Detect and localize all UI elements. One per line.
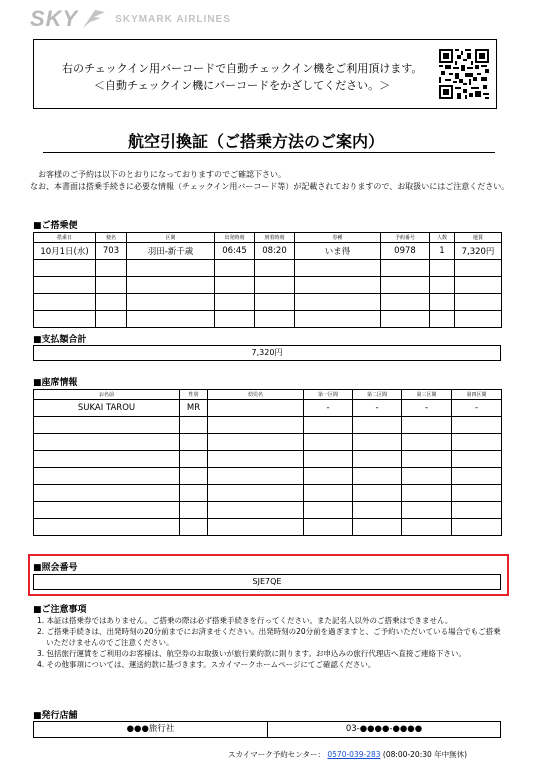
- seats-column-header: お名前: [34, 390, 180, 400]
- table-cell: [430, 277, 455, 294]
- table-cell: -: [452, 400, 502, 417]
- table-cell: [215, 311, 255, 328]
- qr-code-icon: [439, 48, 489, 100]
- agency-name: ●●●旅行社: [34, 722, 268, 737]
- table-cell: [127, 311, 215, 328]
- table-row: [34, 468, 502, 485]
- table-cell: [304, 434, 353, 451]
- table-row: [34, 519, 502, 536]
- document-title: 航空引換証（ご搭乗方法のご案内）: [128, 132, 385, 151]
- table-cell: [402, 468, 452, 485]
- table-cell: [215, 277, 255, 294]
- note-item: 2. ご搭乗手続きは、出発時刻の20分前までにお済ませください。出発時刻の20分前を過ぎますと、ご予約いただいている場合でもご搭乗いただけませんのでご注意ください。: [37, 627, 501, 647]
- checkin-instruction-sub: ＜自動チェックイン機にバーコードをかざしてください。＞: [94, 79, 391, 92]
- table-cell: [452, 485, 502, 502]
- table-cell: [304, 451, 353, 468]
- table-cell: [353, 451, 402, 468]
- agency-heading: ■発行店舗: [33, 711, 78, 721]
- footer-label: スカイマーク予約センター：: [228, 750, 325, 759]
- table-cell: [381, 294, 430, 311]
- table-cell: [430, 311, 455, 328]
- table-row: [34, 260, 502, 277]
- table-cell: 08:20: [255, 243, 295, 260]
- table-row: [34, 451, 502, 468]
- logo-airline-name: SKYMARK AIRLINES: [115, 13, 231, 25]
- table-cell: [34, 502, 180, 519]
- table-cell: [455, 260, 502, 277]
- table-cell: [127, 294, 215, 311]
- table-cell: [402, 519, 452, 536]
- table-cell: 06:45: [215, 243, 255, 260]
- table-cell: [455, 311, 502, 328]
- table-cell: 1: [430, 243, 455, 260]
- table-cell: [430, 260, 455, 277]
- seats-table: [33, 389, 502, 536]
- note-item: 3. 包括旅行運賃をご利用のお客様は、航空券のお取扱いが旅行業約款に則ります。お申込みの旅行代理店へ直接ご連絡下さい。: [37, 649, 466, 658]
- table-cell: [452, 502, 502, 519]
- table-cell: [452, 468, 502, 485]
- table-cell: [255, 277, 295, 294]
- checkin-instruction: 右のチェックイン用バーコードで自動チェックイン機をご利用頂けます。: [62, 62, 423, 75]
- table-cell: [208, 468, 304, 485]
- table-cell: [430, 294, 455, 311]
- payment-heading: ■支払額合計: [33, 335, 87, 345]
- table-cell: [402, 417, 452, 434]
- table-cell: [402, 485, 452, 502]
- table-cell: [208, 502, 304, 519]
- table-cell: [96, 277, 127, 294]
- intro-line-1: お客様のご予約は以下のとおりになっておりますのでご確認下さい。: [38, 170, 286, 179]
- table-cell: [402, 451, 452, 468]
- flights-column-header: 予約番号: [381, 233, 430, 243]
- table-cell: 羽田-新千歳: [127, 243, 215, 260]
- table-cell: [180, 417, 208, 434]
- table-cell: [34, 468, 180, 485]
- flights-column-header: 出発時刻: [215, 233, 255, 243]
- table-cell: [96, 311, 127, 328]
- seats-heading: ■座席情報: [33, 378, 78, 388]
- agency-phone: 03-●●●●-●●●●: [345, 724, 423, 734]
- table-cell: 10月1日(水): [34, 243, 96, 260]
- table-cell: MR: [180, 400, 208, 417]
- table-row: [34, 502, 502, 519]
- table-cell: [34, 434, 180, 451]
- table-cell: [215, 260, 255, 277]
- table-cell: [180, 485, 208, 502]
- flights-column-header: 券種: [295, 233, 381, 243]
- table-cell: [353, 519, 402, 536]
- table-cell: [304, 485, 353, 502]
- table-cell: [34, 260, 96, 277]
- skymark-logo: [30, 6, 231, 32]
- table-cell: SUKAI TAROU: [34, 400, 180, 417]
- reservation-center-footer: [228, 749, 467, 760]
- note-item: 1. 本証は搭乗券ではありません。ご搭乗の際は必ず搭乗手続きを行ってください。また記名人以外のご搭乗はできません。: [37, 616, 453, 625]
- payment-total: 7,320円: [251, 348, 283, 357]
- table-cell: [34, 311, 96, 328]
- flights-column-header: 人数: [430, 233, 455, 243]
- table-cell: [127, 277, 215, 294]
- table-row: [34, 400, 502, 417]
- flights-heading: ■ご搭乗便: [33, 221, 78, 231]
- intro-line-2: なお、本書面は搭乗手続きに必要な情報（チェックイン用バーコード等）が記載されておりますので、お取扱いにはご注意ください。: [30, 181, 510, 191]
- flights-column-header: 搭乗日: [34, 233, 96, 243]
- table-cell: [96, 294, 127, 311]
- seats-column-header: 第四区間: [452, 390, 502, 400]
- table-cell: 703: [96, 243, 127, 260]
- seats-column-header: 第三区間: [402, 390, 452, 400]
- seats-column-header: 性別: [180, 390, 208, 400]
- reference-heading: ■照会番号: [33, 563, 78, 573]
- table-cell: [215, 294, 255, 311]
- notes-heading: ■ご注意事項: [33, 605, 87, 615]
- table-cell: [180, 451, 208, 468]
- table-row: [34, 485, 502, 502]
- table-cell: [34, 417, 180, 434]
- table-cell: [304, 502, 353, 519]
- agency-table: [33, 721, 501, 738]
- table-cell: 7,320円: [455, 243, 502, 260]
- table-cell: [304, 417, 353, 434]
- table-cell: [295, 277, 381, 294]
- table-cell: [208, 417, 304, 434]
- reservation-phone-link[interactable]: 0570-039-283: [327, 750, 381, 759]
- notes-list: [37, 615, 507, 670]
- table-cell: [180, 434, 208, 451]
- table-cell: [34, 451, 180, 468]
- table-cell: [452, 519, 502, 536]
- table-cell: [402, 502, 452, 519]
- logo-sky-text: SKY: [30, 6, 79, 31]
- table-cell: [353, 434, 402, 451]
- table-cell: 0978: [381, 243, 430, 260]
- table-cell: [255, 260, 295, 277]
- table-row: [34, 294, 502, 311]
- seats-column-header: 第一区間: [304, 390, 353, 400]
- table-cell: [180, 519, 208, 536]
- table-cell: [381, 260, 430, 277]
- flights-column-header: 区間: [127, 233, 215, 243]
- table-cell: [180, 468, 208, 485]
- table-row: [34, 277, 502, 294]
- table-cell: -: [304, 400, 353, 417]
- table-cell: [208, 434, 304, 451]
- bird-logo-icon: [81, 8, 107, 30]
- table-cell: [34, 519, 180, 536]
- flights-table: [33, 232, 502, 328]
- table-cell: [304, 468, 353, 485]
- table-cell: [34, 277, 96, 294]
- table-cell: -: [353, 400, 402, 417]
- table-row: [34, 434, 502, 451]
- table-cell: [402, 434, 452, 451]
- flights-column-header: 便名: [96, 233, 127, 243]
- table-cell: いま得: [295, 243, 381, 260]
- note-item: 4. その他事項については、運送約款に基づきます。スカイマークホームページにてご確認ください。: [37, 660, 376, 669]
- footer-hours: (08:00-20:30 年中無休): [382, 750, 468, 759]
- table-cell: [353, 502, 402, 519]
- table-cell: [452, 417, 502, 434]
- table-cell: [455, 277, 502, 294]
- payment-total-box: [33, 345, 501, 361]
- table-cell: [180, 502, 208, 519]
- table-cell: [255, 294, 295, 311]
- table-cell: [96, 260, 127, 277]
- table-cell: [255, 311, 295, 328]
- flights-column-header: 到着時刻: [255, 233, 295, 243]
- table-cell: [208, 451, 304, 468]
- table-cell: [34, 485, 180, 502]
- table-row: [34, 311, 502, 328]
- intro-text: [30, 169, 515, 192]
- title-underline: [43, 152, 495, 153]
- table-cell: [353, 468, 402, 485]
- table-cell: [381, 277, 430, 294]
- table-cell: [304, 519, 353, 536]
- flights-column-header: 運賃: [455, 233, 502, 243]
- table-cell: [208, 485, 304, 502]
- table-cell: -: [402, 400, 452, 417]
- table-cell: [353, 417, 402, 434]
- table-cell: [127, 260, 215, 277]
- seats-column-header: 幼児名: [208, 390, 304, 400]
- table-row: [34, 417, 502, 434]
- table-cell: [353, 485, 402, 502]
- table-cell: [381, 311, 430, 328]
- table-cell: [452, 451, 502, 468]
- reference-code: SJE7QE: [252, 577, 282, 586]
- table-cell: [452, 434, 502, 451]
- table-cell: [295, 311, 381, 328]
- table-cell: [295, 294, 381, 311]
- table-row: [34, 243, 502, 260]
- table-cell: [455, 294, 502, 311]
- table-cell: [295, 260, 381, 277]
- reference-code-box: [33, 574, 501, 590]
- table-cell: [34, 294, 96, 311]
- seats-column-header: 第二区間: [353, 390, 402, 400]
- table-cell: [208, 400, 304, 417]
- table-cell: [208, 519, 304, 536]
- checkin-barcode-box: [33, 39, 497, 109]
